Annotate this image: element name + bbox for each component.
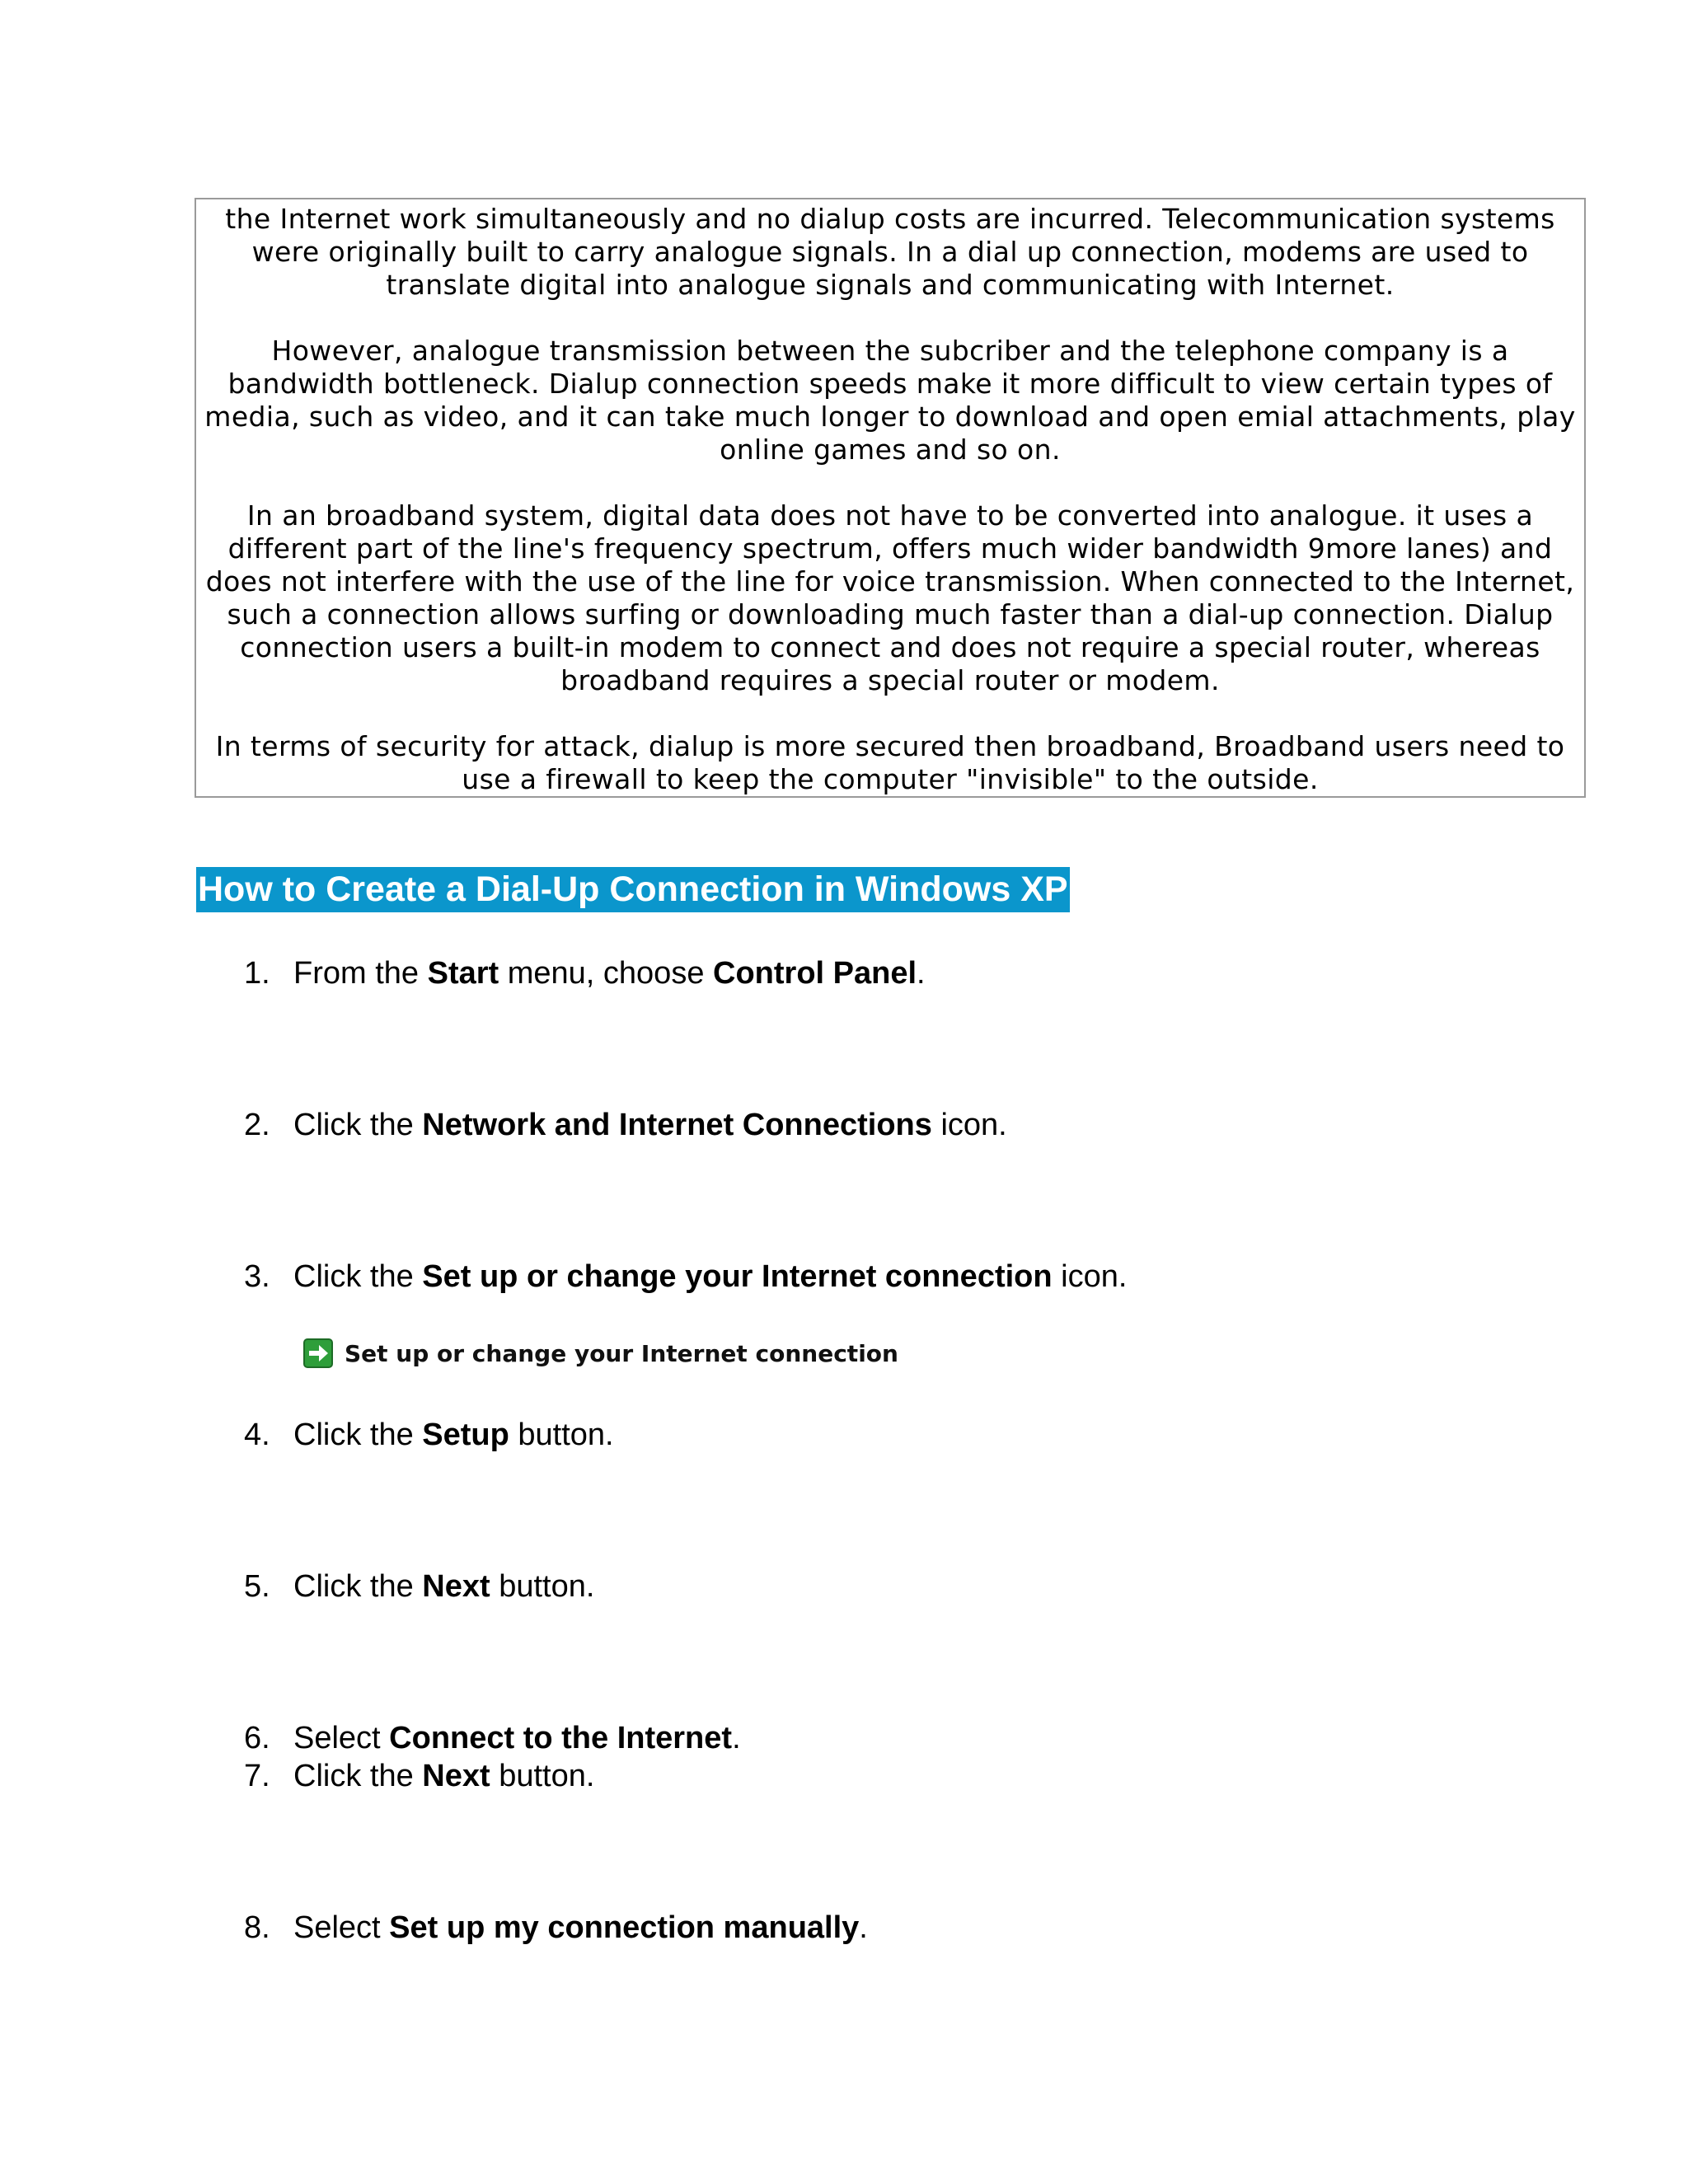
- step-5: [244, 1568, 594, 1605]
- step-1: [244, 954, 926, 992]
- step-number: 2.: [244, 1108, 270, 1142]
- intro-paragraph: In terms of security for attack, dialup is more secured then broadband, Broadband users need to use a firewall to keep the computer "invisible" to the outside.: [215, 730, 1565, 795]
- step-bold-text: Network and Internet Connections: [422, 1108, 932, 1142]
- step-bold-text: Start: [427, 956, 499, 991]
- step-7: [244, 1757, 594, 1795]
- step-number: 1.: [244, 956, 270, 991]
- intro-paragraph: the Internet work simultaneously and no dialup costs are incurred. Telecommunication systems were originally built to carry analogue signals. In a dial up connection, modems are used to translate digital into analogue signals and communicating with Internet.: [225, 203, 1555, 301]
- step-text: Click the: [293, 1418, 423, 1452]
- step-number: 5.: [244, 1569, 270, 1604]
- step-bold-text: Setup: [422, 1418, 509, 1452]
- step-4: [244, 1416, 614, 1454]
- step-text: button.: [490, 1759, 595, 1793]
- step-text: .: [732, 1721, 741, 1755]
- step-bold-text: Connect to the Internet: [389, 1721, 733, 1755]
- step-text: menu, choose: [499, 956, 714, 991]
- step-text: Click the: [293, 1569, 423, 1604]
- step-number: 7.: [244, 1759, 270, 1793]
- internet-connection-link[interactable]: [303, 1338, 898, 1368]
- step-text: Select: [293, 1910, 390, 1945]
- step-number: 3.: [244, 1259, 270, 1294]
- step-6: [244, 1719, 741, 1757]
- step-8: [244, 1909, 868, 1947]
- step-number: 4.: [244, 1418, 270, 1452]
- step-text: icon.: [1052, 1259, 1128, 1294]
- step-2: [244, 1106, 1007, 1144]
- step-text: Select: [293, 1721, 390, 1755]
- step-bold-text: Set up my connection manually: [389, 1910, 860, 1945]
- step-text: From the: [293, 956, 428, 991]
- step-3: [244, 1258, 1127, 1296]
- step-bold-text: Control Panel: [713, 956, 917, 991]
- step-text: .: [859, 1910, 868, 1945]
- step-text: Click the: [293, 1759, 423, 1793]
- step-bold-text: Next: [422, 1569, 490, 1604]
- intro-paragraph: However, analogue transmission between the subcriber and the telephone company is a bandwidth bottleneck. Dialup connection speeds make it more difficult to view certain types of media, such as video, and it can take much longer to download and open emial attachments, play online games and so on.: [204, 335, 1576, 466]
- section-heading: How to Create a Dial-Up Connection in Windows XP: [196, 867, 1070, 912]
- step-text: button.: [490, 1569, 595, 1604]
- step-text: button.: [509, 1418, 614, 1452]
- intro-paragraph: In an broadband system, digital data does not have to be converted into analogue. it uses a different part of the line's frequency spectrum, offers much wider bandwidth 9more lanes) and does not interfere with the use of the line for voice transmission. When connected to the Internet, such a connection allows surfing or downloading much faster than a dial-up connection. Dialup connection users a built-in modem to connect and does not require a special router, whereas broadband requires a special router or modem.: [205, 499, 1575, 696]
- green-arrow-icon: [303, 1338, 333, 1368]
- step-number: 6.: [244, 1721, 270, 1755]
- step-number: 8.: [244, 1910, 270, 1945]
- step-bold-text: Next: [422, 1759, 490, 1793]
- step-text: icon.: [931, 1108, 1007, 1142]
- step-bold-text: Set up or change your Internet connection: [422, 1259, 1053, 1294]
- internet-connection-link-label: Set up or change your Internet connection: [345, 1339, 898, 1367]
- step-text: Click the: [293, 1259, 423, 1294]
- intro-text-box: [195, 198, 1586, 798]
- step-text: .: [917, 956, 926, 991]
- step-text: Click the: [293, 1108, 423, 1142]
